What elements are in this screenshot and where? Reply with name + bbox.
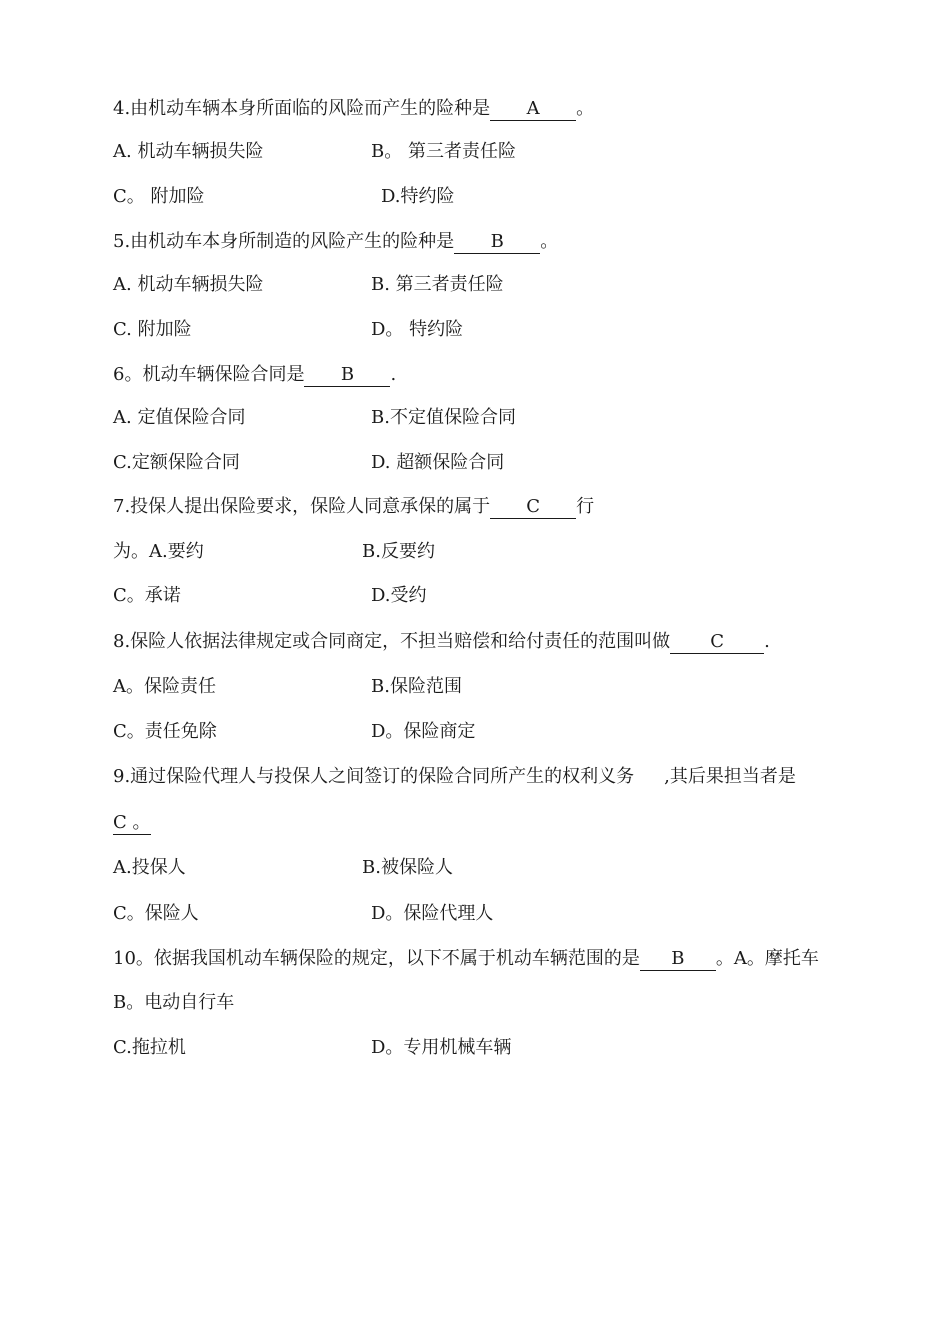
question-5-text: 5.由机动车本身所制造的风险产生的险种是 xyxy=(113,231,455,252)
question-5-answer-blank: B xyxy=(454,231,540,254)
question-4-stem xyxy=(113,96,594,122)
question-7-option-b: B.反要约 xyxy=(362,541,435,562)
question-7-option-c: C。承诺 xyxy=(113,585,181,606)
question-10-stem xyxy=(113,946,819,972)
question-4-option-c: C。 附加险 xyxy=(113,186,205,207)
question-9-answer-line xyxy=(113,810,151,836)
question-6-stem xyxy=(113,362,396,388)
question-9-text-tail: ,其后果担当者是 xyxy=(664,766,796,787)
question-9-option-a: A.投保人 xyxy=(113,857,186,878)
question-10-text: 10。依据我国机动车辆保险的规定，以下不属于机动车辆范围的是 xyxy=(113,948,640,969)
question-9-end: 。 xyxy=(132,812,151,833)
question-7-end: 行 xyxy=(576,496,595,517)
question-7-continuation: 为。A.要约 xyxy=(113,541,204,562)
question-9-stem xyxy=(113,764,796,790)
question-9-answer: C xyxy=(113,812,127,833)
question-5-stem xyxy=(113,229,558,255)
question-10-end: 。A。摩托车 xyxy=(715,948,819,969)
question-8-option-b: B.保险范围 xyxy=(371,676,462,697)
question-5-end: 。 xyxy=(540,231,559,252)
question-8-text: 8.保险人依据法律规定或合同商定，不担当赔偿和给付责任的范围叫做 xyxy=(113,631,671,652)
question-8-option-c: C。责任免除 xyxy=(113,721,217,742)
question-7-option-d: D.受约 xyxy=(371,585,427,606)
question-6-option-a: A. 定值保险合同 xyxy=(113,407,246,428)
question-4-option-d: D.特约险 xyxy=(381,186,455,207)
question-10-option-d: D。专用机械车辆 xyxy=(371,1037,512,1058)
question-8-stem xyxy=(113,629,770,655)
question-9-answer-blank xyxy=(113,812,151,835)
question-5-option-a: A. 机动车辆损失险 xyxy=(113,274,264,295)
question-7-answer-blank: C xyxy=(490,496,576,519)
question-4-end: 。 xyxy=(576,98,595,119)
question-7-text: 7.投保人提出保险要求，保险人同意承保的属于 xyxy=(113,496,491,517)
question-10-answer-blank: B xyxy=(640,948,716,971)
question-5-option-d: D。 特约险 xyxy=(371,319,464,340)
question-6-option-b: B.不定值保险合同 xyxy=(371,407,516,428)
question-10-continuation: B。电动自行车 xyxy=(113,992,235,1013)
question-8-option-d: D。保险商定 xyxy=(371,721,476,742)
question-6-text: 6。机动车辆保险合同是 xyxy=(113,364,305,385)
question-4-text: 4.由机动车辆本身所面临的风险而产生的险种是 xyxy=(113,98,491,119)
question-5-option-c: C. 附加险 xyxy=(113,319,192,340)
question-9-text: 9.通过保险代理人与投保人之间签订的保险合同所产生的权利义务 xyxy=(113,766,635,787)
question-10-option-c: C.拖拉机 xyxy=(113,1037,186,1058)
question-8-option-a: A。保险责任 xyxy=(113,676,216,697)
question-5-option-b: B. 第三者责任险 xyxy=(371,274,504,295)
question-4-option-b: B。 第三者责任险 xyxy=(371,141,516,162)
question-8-end: . xyxy=(764,631,770,652)
question-9-option-b: B.被保险人 xyxy=(362,857,453,878)
question-9-option-d: D。保险代理人 xyxy=(371,903,494,924)
question-7-stem xyxy=(113,494,594,520)
question-9-option-c: C。保险人 xyxy=(113,903,199,924)
question-4-option-a: A. 机动车辆损失险 xyxy=(113,141,264,162)
question-6-option-d: D. 超额保险合同 xyxy=(371,452,505,473)
question-8-answer-blank: C xyxy=(670,631,764,654)
question-6-answer-blank: B xyxy=(304,364,390,387)
question-6-end: . xyxy=(390,364,397,385)
question-4-answer-blank: A xyxy=(490,98,576,121)
question-6-option-c: C.定额保险合同 xyxy=(113,452,240,473)
